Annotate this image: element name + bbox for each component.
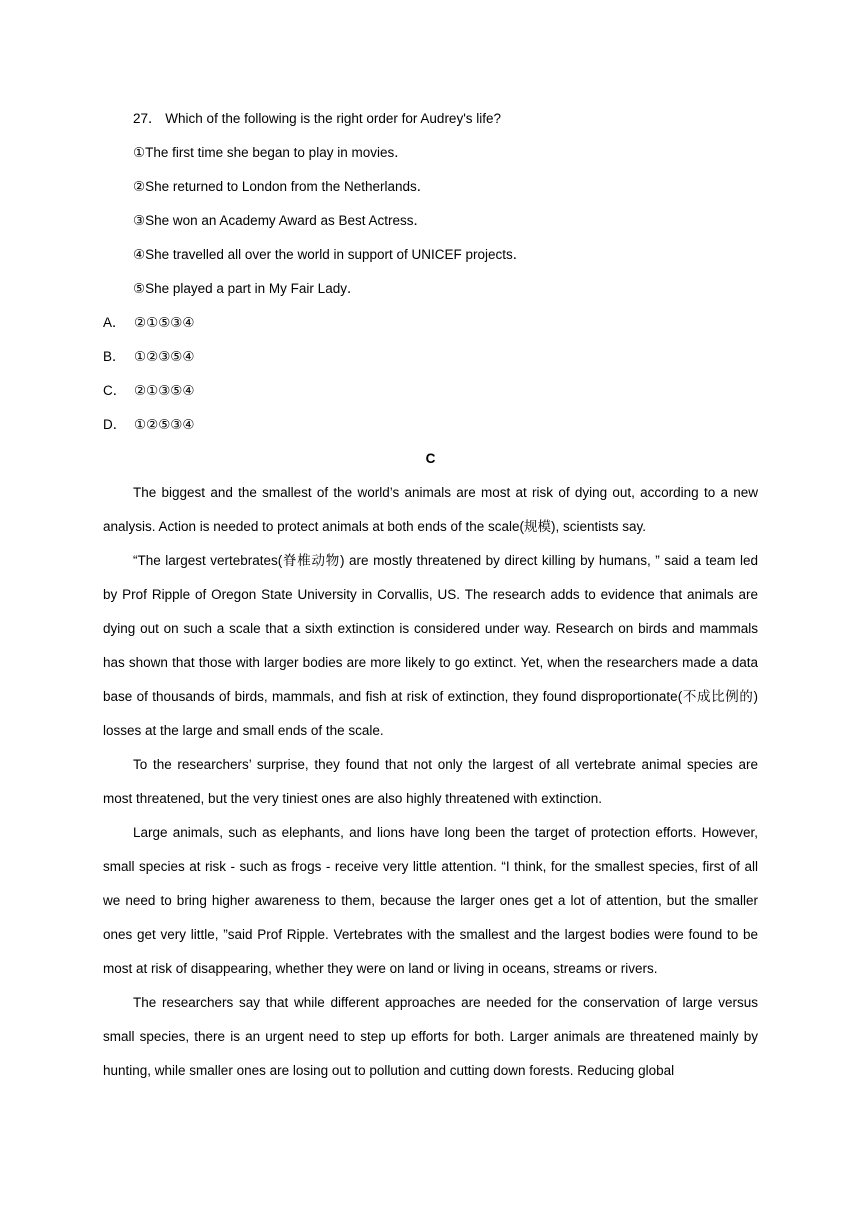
option-a-letter: A． <box>103 315 126 330</box>
passage-paragraph-1: The biggest and the smallest of the world’s animals are most at risk of dying out, according to a new analysis. Action is needed to protect animals at both ends of the scale(规模), scientists say. <box>103 485 758 534</box>
option-a <box>103 306 758 340</box>
question-stem <box>103 102 758 136</box>
option-c-text: ②①③⑤④ <box>134 383 195 398</box>
option-a-text: ②①⑤③④ <box>134 315 195 330</box>
section-label: C <box>425 451 436 466</box>
statement-1: ①The first time she began to play in movies． <box>133 145 408 160</box>
option-b-text: ①②③⑤④ <box>134 349 195 364</box>
passage-paragraph-5: The researchers say that while different approaches are needed for the conservation of large versus small species, there is an urgent need to step up efforts for both. Larger animals are threatened mainly by hunting, while smaller ones are losing out to pollution and cutting down forests. Reducing global <box>103 995 758 1078</box>
document-page <box>103 102 758 1088</box>
passage-paragraph-3: To the researchers’ surprise, they found that not only the largest of all vertebrate animal species are most threatened, but the very tiniest ones are also highly threatened with extinction. <box>103 757 758 806</box>
option-d-letter: D． <box>103 417 127 432</box>
option-d <box>103 408 758 442</box>
option-b <box>103 340 758 374</box>
passage-paragraph-2: “The largest vertebrates(脊椎动物) are mostly threatened by direct killing by humans, ” said a team led by Prof Ripple of Oregon State University in Corvallis, US. The research adds to evidence that animals are dying out on such a scale that a sixth extinction is considered under way. Research on birds and mammals has shown that those with larger bodies are more likely to go extinct. Yet, when the researchers made a data base of thousands of birds, mammals, and fish at risk of extinction, they found disproportionate(不成比例的) losses at the large and small ends of the scale. <box>103 553 758 738</box>
statement-4: ④She travelled all over the world in support of UNICEF projects． <box>133 247 527 262</box>
statement-5: ⑤She played a part in My Fair Lady． <box>133 281 361 296</box>
option-c <box>103 374 758 408</box>
question-text: Which of the following is the right order for Audrey's life? <box>165 111 502 126</box>
option-c-letter: C． <box>103 383 127 398</box>
question-number: 27． <box>133 111 162 126</box>
option-b-letter: B． <box>103 349 126 364</box>
statement-2: ②She returned to London from the Netherlands． <box>133 179 431 194</box>
option-d-text: ①②⑤③④ <box>134 417 195 432</box>
passage-paragraph-4: Large animals, such as elephants, and lions have long been the target of protection efforts. However, small species at risk - such as frogs - receive very little attention. “I think, for the smallest species, first of all we need to bring higher awareness to them, because the larger ones get a lot of attention, but the smaller ones get very little, ”said Prof Ripple. Vertebrates with the smallest and the largest bodies were found to be most at risk of disappearing, whether they were on land or living in oceans, streams or rivers. <box>103 825 758 976</box>
statement-3: ③She won an Academy Award as Best Actress． <box>133 213 428 228</box>
